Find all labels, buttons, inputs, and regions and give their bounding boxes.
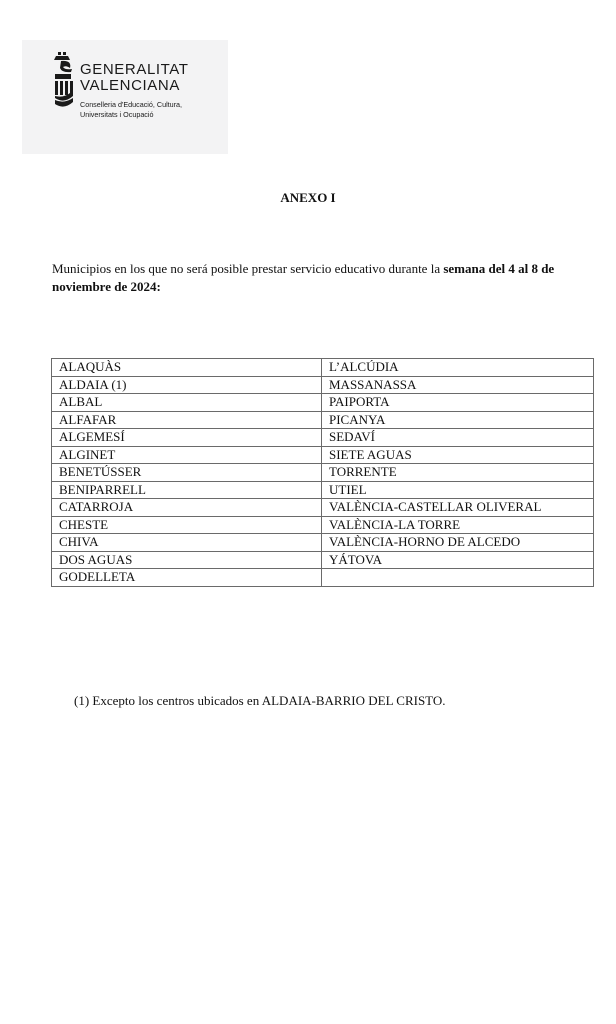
table-cell: ALAQUÀS <box>52 359 322 377</box>
dept-line-1: Conselleria d'Educació, Cultura, <box>80 100 183 109</box>
intro-paragraph <box>52 260 582 296</box>
table-row <box>52 481 594 499</box>
table-cell: CATARROJA <box>52 499 322 517</box>
table-cell: DOS AGUAS <box>52 551 322 569</box>
org-name-line-1: GENERALITAT <box>80 61 189 78</box>
table-row <box>52 411 594 429</box>
table-cell: BENIPARRELL <box>52 481 322 499</box>
table-cell: ALFAFAR <box>52 411 322 429</box>
table-cell: SIETE AGUAS <box>322 446 594 464</box>
intro-date-emphasis: semana del 4 al 8 de noviembre de 2024: <box>52 261 555 294</box>
table-row <box>52 569 594 587</box>
footnote: (1) Excepto los centros ubicados en ALDAIA-BARRIO DEL CRISTO. <box>74 693 446 708</box>
table-cell: BENETÚSSER <box>52 464 322 482</box>
generalitat-emblem-icon <box>52 52 74 110</box>
table-cell: PAIPORTA <box>322 394 594 412</box>
table-row <box>52 464 594 482</box>
table-cell: L’ALCÚDIA <box>322 359 594 377</box>
organization-name <box>80 62 189 94</box>
table-cell: VALÈNCIA-HORNO DE ALCEDO <box>322 534 594 552</box>
table-cell <box>322 569 594 587</box>
department-name <box>80 100 182 120</box>
table-row <box>52 376 594 394</box>
page-title: ANEXO I <box>280 190 336 205</box>
table-row <box>52 499 594 517</box>
table-cell: ALGEMESÍ <box>52 429 322 447</box>
table-row <box>52 394 594 412</box>
table-cell: VALÈNCIA-CASTELLAR OLIVERAL <box>322 499 594 517</box>
table-cell: UTIEL <box>322 481 594 499</box>
dept-line-2: Universitats i Ocupació <box>80 110 154 119</box>
table-cell: GODELLETA <box>52 569 322 587</box>
table-cell: TORRENTE <box>322 464 594 482</box>
table-cell: SEDAVÍ <box>322 429 594 447</box>
table-cell: VALÈNCIA-LA TORRE <box>322 516 594 534</box>
table-row <box>52 534 594 552</box>
logo-block <box>22 40 228 154</box>
table-row <box>52 429 594 447</box>
intro-text: Municipios en los que no será posible prestar servicio educativo durante la <box>52 261 444 276</box>
table-row <box>52 446 594 464</box>
table-row <box>52 551 594 569</box>
table-cell: CHIVA <box>52 534 322 552</box>
table-cell: CHESTE <box>52 516 322 534</box>
table-cell: ALDAIA (1) <box>52 376 322 394</box>
table-row <box>52 516 594 534</box>
org-name-line-2: VALENCIANA <box>80 77 180 94</box>
table-cell: YÁTOVA <box>322 551 594 569</box>
table-cell: MASSANASSA <box>322 376 594 394</box>
table-cell: PICANYA <box>322 411 594 429</box>
municipalities-table <box>51 358 594 587</box>
table-row <box>52 359 594 377</box>
table-cell: ALGINET <box>52 446 322 464</box>
table-cell: ALBAL <box>52 394 322 412</box>
